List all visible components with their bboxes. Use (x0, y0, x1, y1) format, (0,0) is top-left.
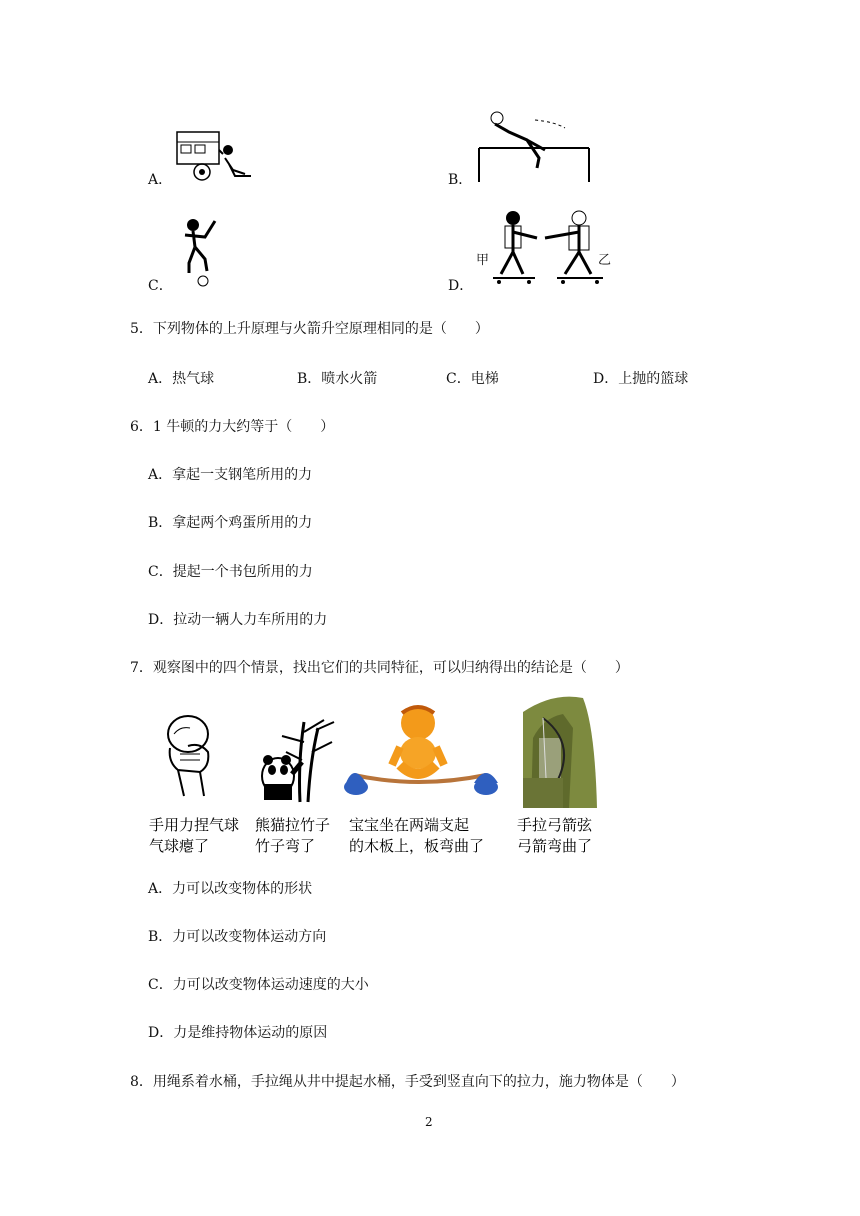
question-6-stem: 6．1 牛顿的力大约等于（ ） (130, 419, 335, 435)
caption-2-line-2: 竹子弯了 (255, 837, 316, 855)
tag-yi: 乙 (598, 253, 612, 268)
caption-4-line-2: 弓箭弯曲了 (517, 837, 593, 855)
caption-2-line-1: 熊猫拉竹子 (255, 816, 331, 834)
q5-option-a: A．热气球 (148, 371, 215, 387)
question-7-stem: 7．观察图中的四个情景，找出它们的共同特征，可以归纳得出的结论是（ ） (130, 660, 629, 676)
page-number: 2 (425, 1115, 433, 1129)
ball-kick-figure (175, 215, 225, 290)
q7-option-d: D．力是维持物体运动的原因 (148, 1025, 328, 1041)
q4-option-c-label: C． (148, 278, 173, 294)
q5-option-b: B．喷水火箭 (297, 371, 378, 387)
q5-option-d: D．上抛的篮球 (593, 371, 689, 387)
caption-3-line-2: 的木板上，板弯曲了 (349, 837, 485, 855)
panda-bamboo-figure (252, 712, 342, 804)
q4-option-b-label: B． (448, 172, 473, 188)
question-8-stem: 8．用绳系着水桶，手拉绳从井中提起水桶，手受到竖直向下的拉力，施力物体是（ ） (130, 1074, 685, 1090)
caption-3-line-1: 宝宝坐在两端支起 (349, 816, 470, 834)
bow-archer-figure (523, 698, 598, 808)
caption-4-line-1: 手拉弓箭弦 (517, 816, 593, 834)
bus-push-figure (175, 128, 255, 183)
caption-1-line-2: 气球瘪了 (149, 837, 210, 855)
q4-option-a-label: A． (148, 172, 173, 188)
caption-1-line-1: 手用力捏气球 (149, 816, 240, 834)
q7-option-a: A．力可以改变物体的形状 (148, 881, 313, 897)
baby-plank-figure (340, 703, 510, 803)
q6-option-b: B．拿起两个鸡蛋所用的力 (148, 515, 313, 531)
skateboard-push-figure (475, 208, 610, 288)
q5-option-c: C．电梯 (446, 371, 499, 387)
q6-option-a: A．拿起一支钢笔所用的力 (148, 467, 313, 483)
q6-option-c: C．提起一个书包所用的力 (148, 564, 313, 580)
q4-option-d-label: D． (448, 278, 474, 294)
balloon-squeeze-figure (160, 712, 220, 802)
goalkeeper-figure (475, 110, 595, 185)
tag-jia: 甲 (476, 253, 490, 268)
q7-option-c: C．力可以改变物体运动速度的大小 (148, 977, 369, 993)
question-5-stem: 5．下列物体的上升原理与火箭升空原理相同的是（ ） (130, 321, 489, 337)
q7-option-b: B．力可以改变物体运动方向 (148, 929, 327, 945)
q6-option-d: D．拉动一辆人力车所用的力 (148, 612, 328, 628)
